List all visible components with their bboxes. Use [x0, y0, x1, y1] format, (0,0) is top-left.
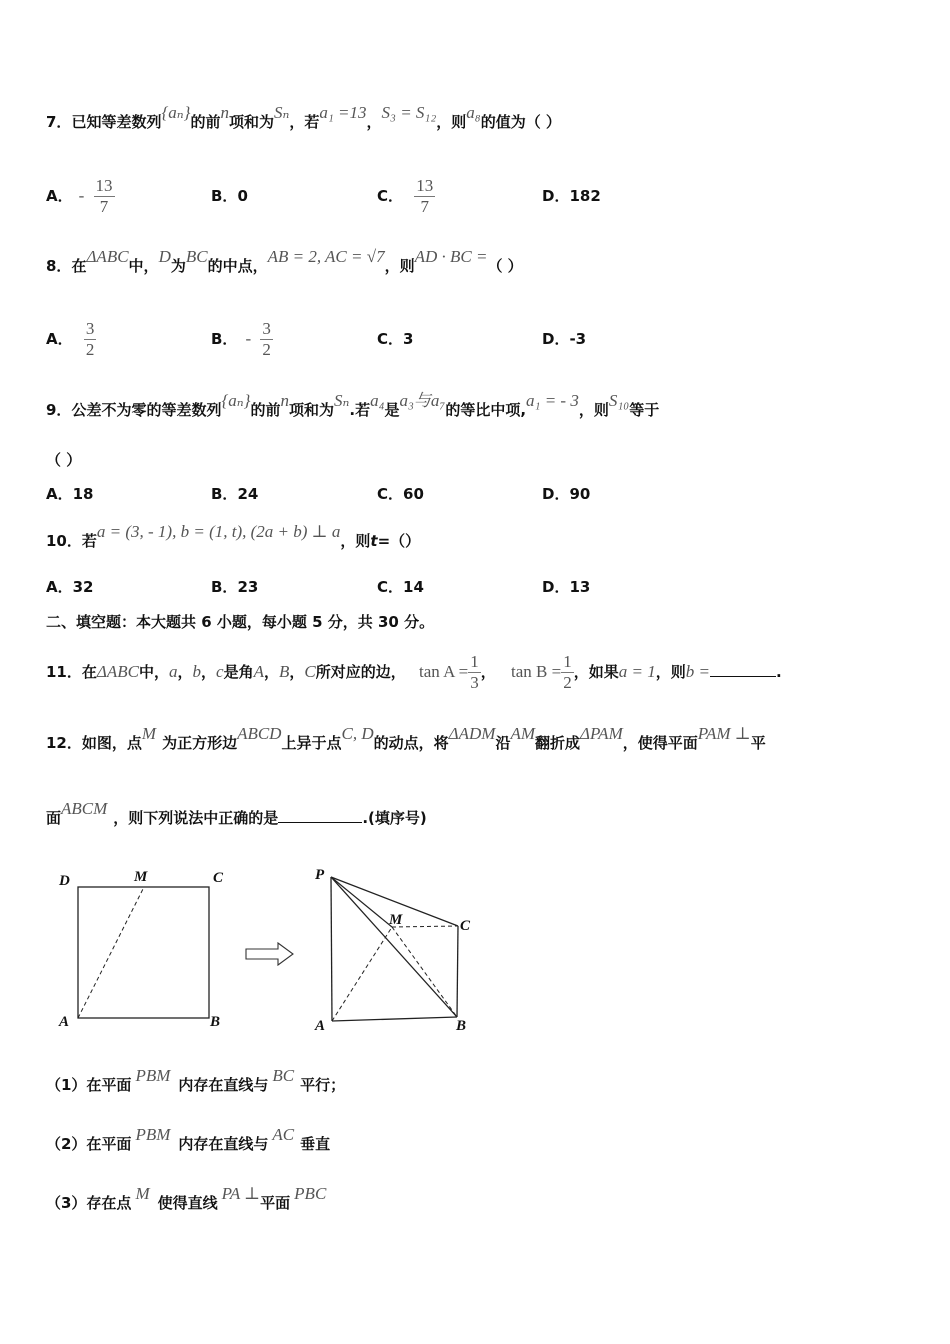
q7-option-d[interactable]: D．182	[542, 187, 601, 205]
q7-seq: {aₙ}	[161, 103, 191, 122]
edge-mb	[392, 927, 457, 1017]
q12-stem-line1: 12．如图，点M 为正方形边ABCD上异于点C, D的动点，将ΔADM沿AM翻折成ΔPAM，使得平面PAM ⊥平	[46, 724, 766, 752]
q12-stem-line2: 面ABCM ，则下列说法中正确的是 .(填序号)	[46, 799, 427, 827]
q7-option-b[interactable]: B．0	[211, 187, 248, 205]
edge-pa	[331, 877, 332, 1021]
q10-expr: a = (3, - 1), b = (1, t), (2a + b) ⊥ a	[96, 522, 341, 541]
label-c2: C	[460, 918, 471, 934]
q8-option-c[interactable]: C．3	[377, 330, 414, 348]
fold-line-am	[78, 887, 144, 1018]
edge-am	[332, 927, 392, 1021]
q8-stem: 8．在ΔABC中，D为BC的中点，AB = 2, AC = √7，则AD · BC =（ ）	[46, 247, 523, 275]
edge-bc	[457, 926, 458, 1017]
label-m: M	[134, 869, 148, 885]
fold-arrow-icon	[243, 940, 297, 970]
edge-pb	[331, 877, 457, 1017]
q12-statement-3: （3）存在点 M 使得直线 PA ⊥平面 PBC	[46, 1184, 327, 1212]
q8-option-a[interactable]: A． $\frac{3}{2}$	[46, 319, 95, 359]
q12-answer-blank[interactable]	[278, 822, 362, 823]
q10-option-d[interactable]: D．13	[542, 578, 591, 596]
q7-option-a[interactable]: A． - $\frac{13}{7}$	[46, 176, 113, 216]
q7-stem: 7．已知等差数列{aₙ}的前n项和为Sₙ，若a₁ =13，S₃ = S₁₂，则a₈的值为（ ）	[46, 103, 561, 131]
q7-option-c[interactable]: C． $\frac{13}{7}$	[377, 176, 434, 216]
q9-a1: a₁ = - 3	[526, 391, 579, 410]
label-m2: M	[389, 912, 403, 928]
q8-option-b[interactable]: B． - $\frac{3}{2}$	[211, 319, 271, 359]
q10-option-a[interactable]: A．32	[46, 578, 94, 596]
label-b2: B	[456, 1018, 467, 1034]
q9-stem: 9．公差不为零的等差数列{aₙ}的前n项和为Sₙ.若a₄是a₃与a₇的等比中项,a₁ = - 3，则S₁₀等于	[46, 391, 660, 419]
q7-cond1: a₁ =13	[319, 103, 367, 122]
q9-option-d[interactable]: D．90	[542, 485, 591, 503]
q12-statement-1: （1）在平面 PBM 内存在直线与 BC 平行；	[46, 1066, 346, 1094]
q9-option-b[interactable]: B．24	[211, 485, 259, 503]
q12-statement-2: （2）在平面 PBM 内存在直线与 AC 垂直	[46, 1125, 331, 1153]
edge-ab	[332, 1017, 457, 1021]
label-b: B	[210, 1014, 221, 1030]
q8-option-d[interactable]: D．-3	[542, 330, 587, 348]
q9-paren: （ ）	[46, 451, 82, 469]
q9-option-c[interactable]: C．60	[377, 485, 424, 503]
q8-cond: AB = 2, AC = √7	[267, 247, 385, 266]
q9-option-a[interactable]: A．18	[46, 485, 94, 503]
q10-stem: 10．若a = (3, - 1), b = (1, t), (2a + b) ⊥ a，则t=（）	[46, 522, 421, 550]
q12-figure-square	[50, 860, 240, 1035]
label-d: D	[59, 873, 70, 889]
q10-option-b[interactable]: B．23	[211, 578, 259, 596]
q8-expr: AD · BC =	[414, 247, 488, 266]
q7-cond2: S₃ = S₁₂	[381, 103, 437, 122]
label-c: C	[213, 870, 224, 886]
q11-answer-blank[interactable]	[710, 676, 776, 677]
square-abcd-outline	[78, 887, 209, 1018]
label-a2: A	[315, 1018, 326, 1034]
label-a: A	[59, 1014, 70, 1030]
q12-figure-pyramid	[310, 860, 480, 1040]
edge-pm	[331, 877, 392, 927]
q10-option-c[interactable]: C．14	[377, 578, 424, 596]
label-p: P	[315, 867, 325, 883]
section-2-heading: 二、填空题：本大题共 6 小题，每小题 5 分，共 30 分。	[46, 613, 435, 631]
q11-stem: 11．在ΔABC中，a，b，c是角A，B，C所对应的边， tan A = $\frac{1}{3}$ ， tan B = $\frac{1}{2}$ ，如果a = 1，则b = .	[46, 652, 782, 692]
